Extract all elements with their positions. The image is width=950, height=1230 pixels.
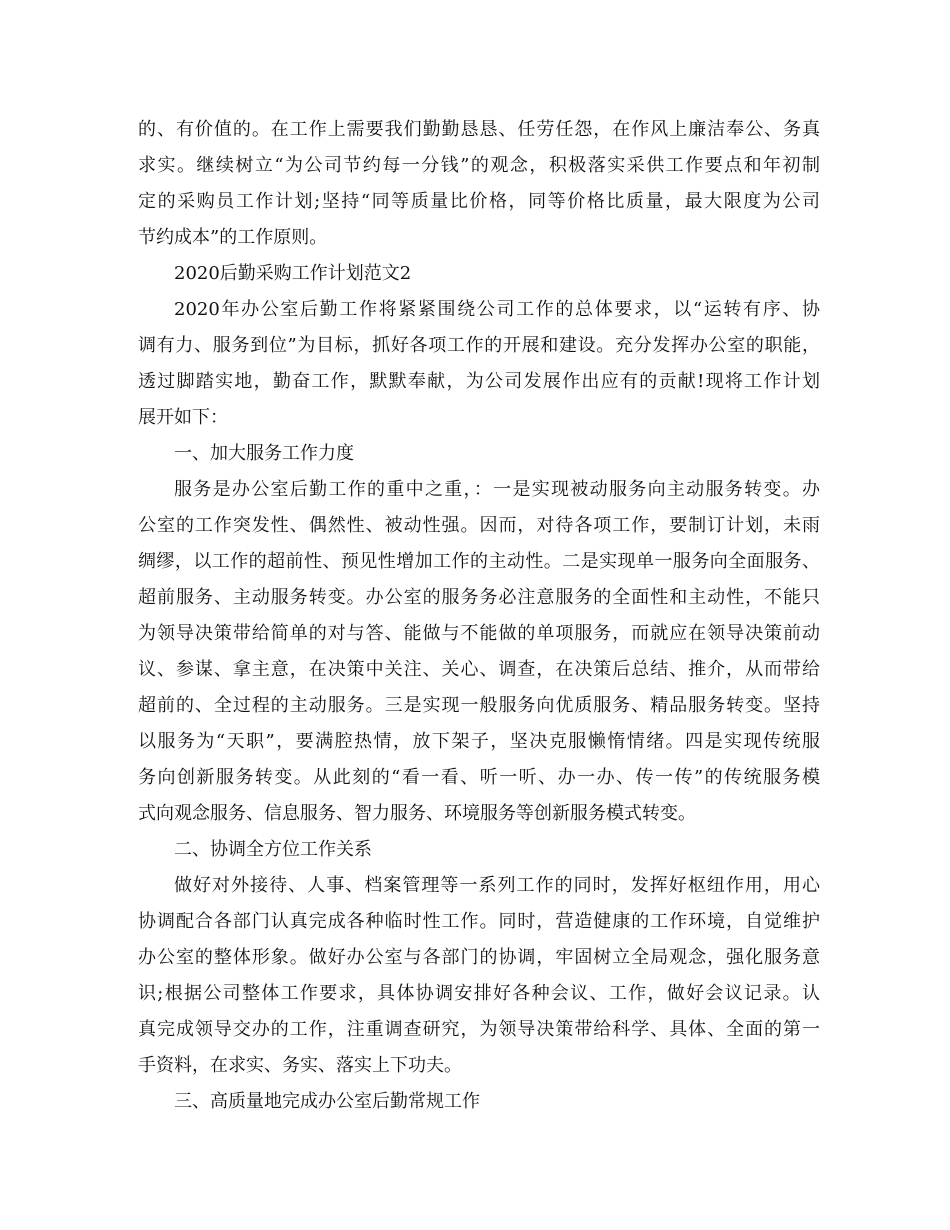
body-text-line: 2020年办公室后勤工作将紧紧围绕公司工作的总体要求，以“运转有序、协 xyxy=(174,299,820,320)
body-text-line: 透过脚踏实地，勤奋工作，默默奉献，为公司发展作出应有的贡献!现将工作计划 xyxy=(138,371,820,392)
body-text-line: 协调配合各部门认真完成各种临时性工作。同时，营造健康的工作环境，自觉维护 xyxy=(138,911,820,932)
body-text-line: 做好对外接待、人事、档案管理等一系列工作的同时，发挥好枢纽作用，用心 xyxy=(174,875,820,896)
body-text-line: 绸缪，以工作的超前性、预见性增加工作的主动性。二是实现单一服务向全面服务、 xyxy=(138,551,820,572)
body-text-line: 超前的、全过程的主动服务。三是实现一般服务向优质服务、精品服务转变。坚持 xyxy=(138,695,820,716)
section-heading: 一、加大服务工作力度 xyxy=(174,443,354,464)
body-text-line: 节约成本”的工作原则。 xyxy=(138,227,328,248)
section-heading: 三、高质量地完成办公室后勤常规工作 xyxy=(174,1091,480,1112)
section-heading: 二、协调全方位工作关系 xyxy=(174,839,372,860)
body-text-line: 以服务为“天职”，要满腔热情，放下架子，坚决克服懒惰情绪。四是实现传统服 xyxy=(138,731,820,752)
body-text-line: 定的采购员工作计划;坚持“同等质量比价格，同等价格比质量，最大限度为公司 xyxy=(138,191,820,212)
document-body xyxy=(138,112,820,1120)
body-text-line: 调有力、服务到位”为目标，抓好各项工作的开展和建设。充分发挥办公室的职能， xyxy=(138,335,820,356)
body-text-line: 的、有价值的。在工作上需要我们勤勤恳恳、任劳任怨，在作风上廉洁奉公、务真 xyxy=(138,119,820,140)
body-text-line: 服务是办公室后勤工作的重中之重，：一是实现被动服务向主动服务转变。办 xyxy=(174,479,820,500)
body-text-line: 真完成领导交办的工作，注重调查研究，为领导决策带给科学、具体、全面的第一 xyxy=(138,1019,820,1040)
body-text-line: 议、参谋、拿主意，在决策中关注、关心、调查，在决策后总结、推介，从而带给 xyxy=(138,659,820,680)
body-text-line: 识;根据公司整体工作要求，具体协调安排好各种会议、工作，做好会议记录。认 xyxy=(138,983,820,1004)
body-text-line: 为领导决策带给简单的对与答、能做与不能做的单项服务，而就应在领导决策前动 xyxy=(138,623,820,644)
body-text-line: 务向创新服务转变。从此刻的“看一看、听一听、办一办、传一传”的传统服务模 xyxy=(138,767,820,788)
body-text-line: 超前服务、主动服务转变。办公室的服务务必注意服务的全面性和主动性，不能只 xyxy=(138,587,820,608)
body-text-line: 求实。继续树立“为公司节约每一分钱”的观念，积极落实采供工作要点和年初制 xyxy=(138,155,820,176)
body-text-line: 手资料，在求实、务实、落实上下功夫。 xyxy=(138,1055,462,1076)
body-text-line: 展开如下： xyxy=(138,407,228,428)
body-text-line: 式向观念服务、信息服务、智力服务、环境服务等创新服务模式转变。 xyxy=(138,803,696,824)
body-text-line: 办公室的整体形象。做好办公室与各部门的协调，牢固树立全局观念，强化服务意 xyxy=(138,947,820,968)
section-title: 2020后勤采购工作计划范文2 xyxy=(174,263,412,284)
body-text-line: 公室的工作突发性、偶然性、被动性强。因而，对待各项工作，要制订计划，未雨 xyxy=(138,515,820,536)
